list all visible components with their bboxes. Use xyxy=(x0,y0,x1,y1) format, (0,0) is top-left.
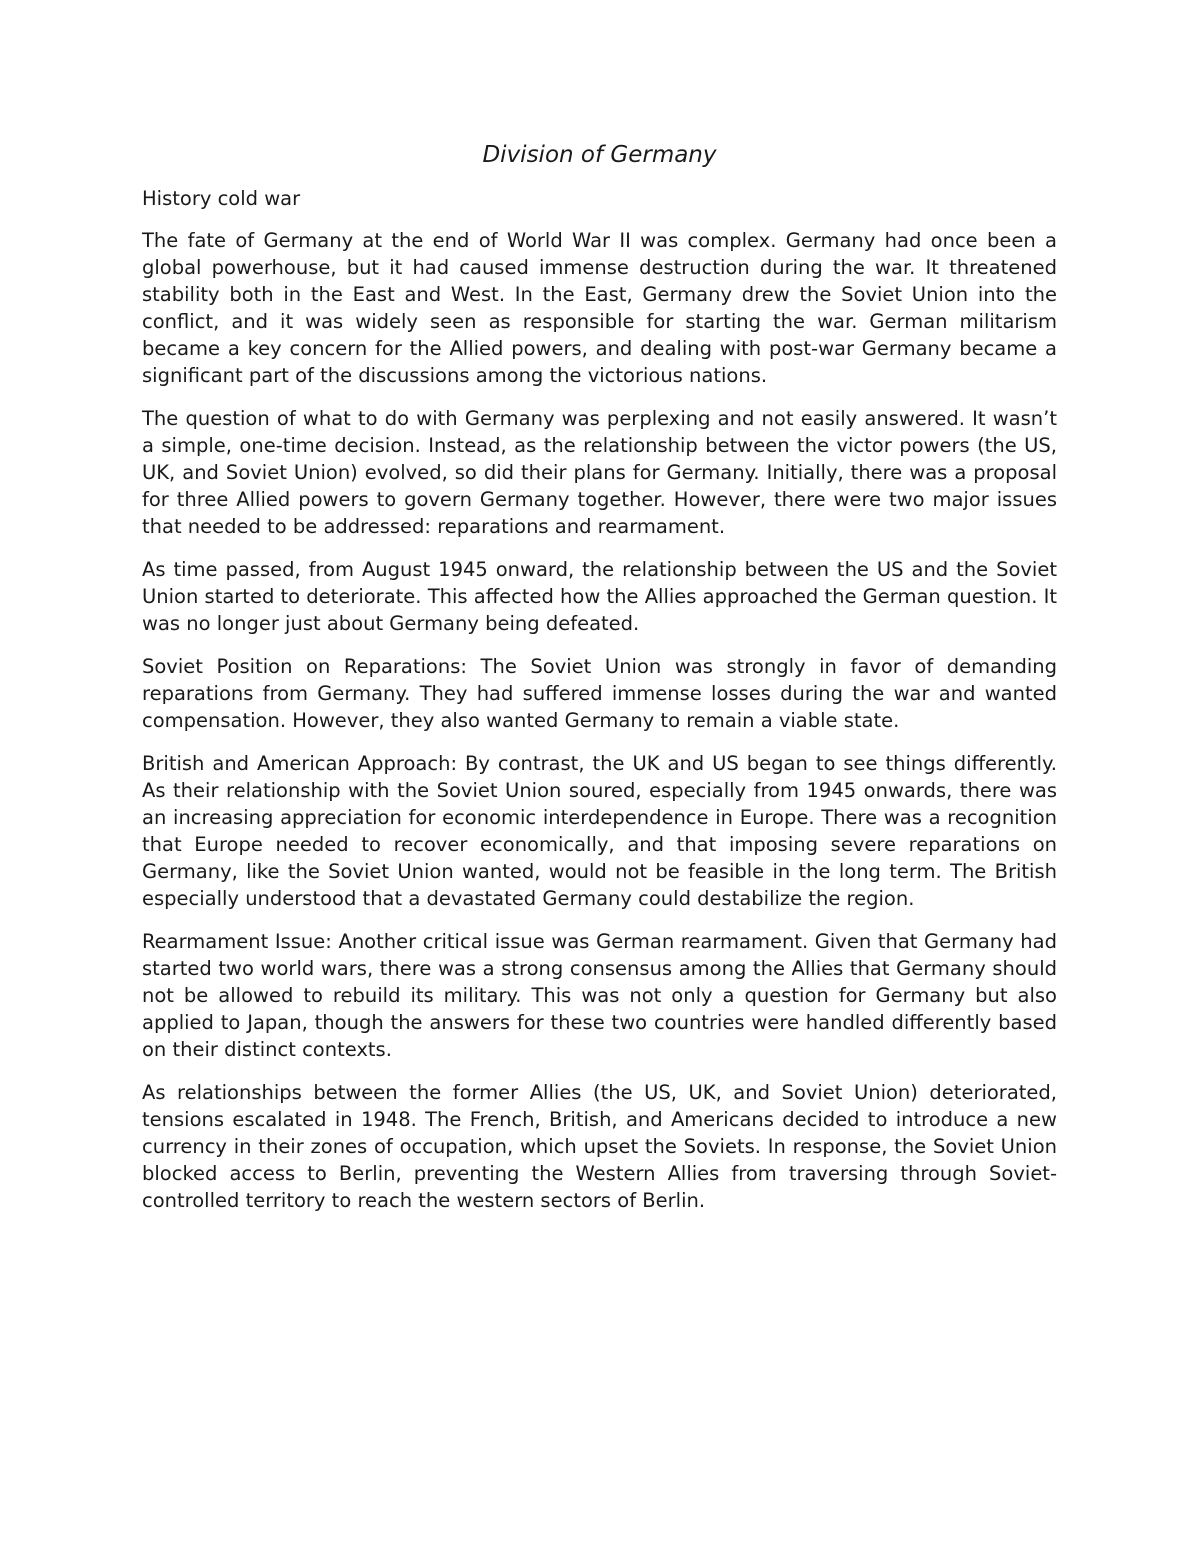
paragraph: Rearmament Issue: Another critical issue was German rearmament. Given that Germany had started two world wars, there was a strong consensus among the Allies that Germany should not be allowed to rebuild its military. This was not only a question for Germany but also applied to Japan, though the answers for these two countries were handled differently based on their distinct contexts. xyxy=(142,930,1057,1061)
paragraph: The fate of Germany at the end of World War II was complex. Germany had once been a global powerhouse, but it had caused immense destruction during the war. It threatened stability both in the East and West. In the East, Germany drew the Soviet Union into the conflict, and it was widely seen as responsible for starting the war. German militarism became a key concern for the Allied powers, and dealing with post-war Germany became a significant part of the discussions among the victorious nations. xyxy=(142,229,1057,387)
document-subtitle: History cold war xyxy=(142,187,301,210)
paragraph: British and American Approach: By contrast, the UK and US began to see things differently. As their relationship with the Soviet Union soured, especially from 1945 onwards, there was an increasing appreciation for economic interdependence in Europe. There was a recognition that Europe needed to recover economically, and that imposing severe reparations on Germany, like the Soviet Union wanted, would not be feasible in the long term. The British especially understood that a devastated Germany could destabilize the region. xyxy=(142,752,1057,910)
paragraph: As time passed, from August 1945 onward, the relationship between the US and the Soviet Union started to deteriorate. This affected how the Allies approached the German question. It was no longer just about Germany being defeated. xyxy=(142,558,1057,635)
document-body xyxy=(142,140,1057,1230)
paragraph: The question of what to do with Germany was perplexing and not easily answered. It wasn’t a simple, one-time decision. Instead, as the relationship between the victor powers (the US, UK, and Soviet Union) evolved, so did their plans for Germany. Initially, there was a proposal for three Allied powers to govern Germany together. However, there were two major issues that needed to be addressed: reparations and rearmament. xyxy=(142,407,1057,538)
paragraph: As relationships between the former Allies (the US, UK, and Soviet Union) deteriorated, tensions escalated in 1948. The French, British, and Americans decided to introduce a new currency in their zones of occupation, which upset the Soviets. In response, the Soviet Union blocked access to Berlin, preventing the Western Allies from traversing through Soviet-controlled territory to reach the western sectors of Berlin. xyxy=(142,1081,1057,1212)
document-title: Division of Germany xyxy=(482,142,717,168)
paragraph: Soviet Position on Reparations: The Soviet Union was strongly in favor of demanding reparations from Germany. They had suffered immense losses during the war and wanted compensation. However, they also wanted Germany to remain a viable state. xyxy=(142,655,1057,732)
